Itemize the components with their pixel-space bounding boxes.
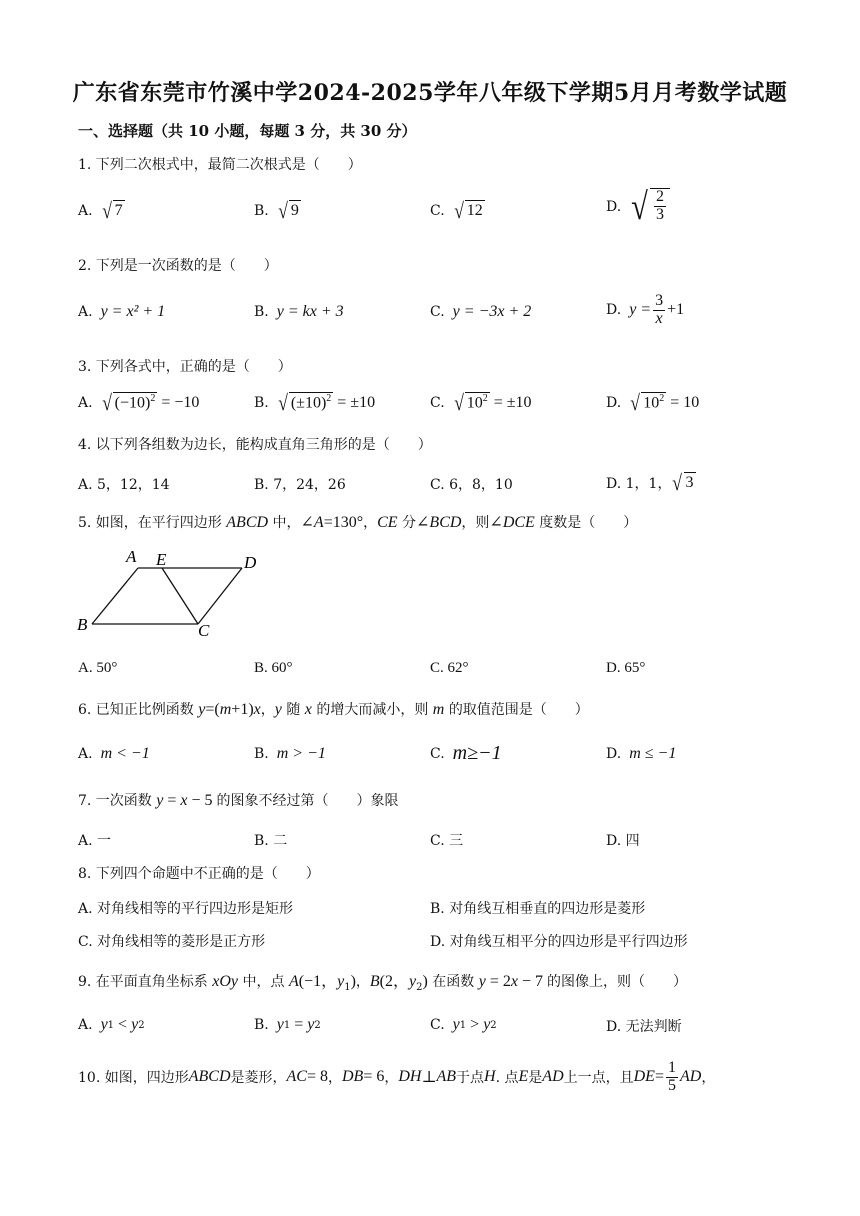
q9-option-b: B. y 1 = y 2 <box>254 1016 321 1033</box>
question-5-stem: 5. 如图，在平行四边形 ABCD 中，∠A=130°，CE 分∠BCD，则∠DCE 度数是（ ） <box>78 514 638 531</box>
q2-option-d: D. y = $\frac{3}{x}$ +1 <box>606 292 685 327</box>
label-d: D <box>244 553 257 572</box>
q6-option-b: B. m > −1 <box>254 745 326 762</box>
section-heading: 一、选择题（共 10 小题，每题 3 分，共 30 分） <box>78 122 417 140</box>
q6-option-d: D. m ≤ −1 <box>606 745 677 762</box>
question-6-stem: 6. 已知正比例函数 y=(m+1)x，y 随 x 的增大而减小，则 m 的取值范围是（ ） <box>78 701 589 718</box>
q7-option-d: D. 四 <box>606 833 640 849</box>
question-10-stem: 10. 如图，四边形 ABCD 是菱形， AC = 8 ， DB = 6 ， DH ⊥ AB 于点 H . 点 E 是 AD 上一点，且 DE = $\frac{1}{5}$ AD ， <box>78 1059 716 1094</box>
question-2-stem: 2. 下列是一次函数的是（ ） <box>78 258 278 274</box>
question-4-stem: 4. 以下列各组数为边长，能构成直角三角形的是（ ） <box>78 437 432 453</box>
q8-option-d: D. 对角线互相平分的四边形是平行四边形 <box>430 934 688 950</box>
label-e: E <box>156 550 167 569</box>
label-b: B <box>77 615 88 634</box>
q8-option-b: B. 对角线互相垂直的四边形是菱形 <box>430 901 646 917</box>
q4-option-b: B. 7，24，26 <box>254 477 346 493</box>
question-3-stem: 3. 下列各式中，正确的是（ ） <box>78 359 292 375</box>
q8-option-c: C. 对角线相等的菱形是正方形 <box>78 934 266 950</box>
q3-option-d: D. √ $10^2$ = 10 <box>606 390 700 415</box>
q7-option-c: C. 三 <box>430 833 464 849</box>
question-8-stem: 8. 下列四个命题中不正确的是（ ） <box>78 866 320 882</box>
q9-option-c: C. y 1 > y 2 <box>430 1016 497 1033</box>
q2-option-a: A. y = x² + 1 <box>78 303 166 320</box>
question-1-stem: 1. 下列二次根式中，最简二次根式是（ ） <box>78 157 362 173</box>
q3-option-a: A. √ $(-10)^2$ = −10 <box>78 390 200 415</box>
q9-option-a: A. y 1 < y 2 <box>78 1016 145 1033</box>
question-9-stem: 9. 在平面直角坐标系 xOy 中，点 A(−1，$y_1$)，B(2，$y_2$) 在函数 y = 2x − 7 的图像上，则（ ） <box>78 973 688 993</box>
q1-option-d: D. √ $\frac{2}{3}$ <box>606 188 670 226</box>
q6-option-a: A. m < −1 <box>78 745 150 762</box>
q1-option-c: C. √ 12 <box>430 198 483 223</box>
q9-option-d: D. 无法判断 <box>606 1019 682 1035</box>
q5-option-a: A. 50° <box>78 660 118 676</box>
q7-option-a: A. 一 <box>78 833 112 849</box>
label-a: A <box>126 548 137 566</box>
label-c: C <box>198 621 210 638</box>
q4-option-d: D. 1，1， √ 3 <box>606 470 694 495</box>
q2-option-b: B. y = kx + 3 <box>254 303 344 320</box>
q4-option-c: C. 6，8，10 <box>430 477 513 493</box>
q2-option-c: C. y = −3x + 2 <box>430 303 532 320</box>
q5-option-c: C. 62° <box>430 660 469 676</box>
q5-option-d: D. 65° <box>606 660 646 676</box>
q3-option-c: C. √ $10^2$ = ±10 <box>430 390 532 415</box>
page-title: 广东省东莞市竹溪中学2024-2025学年八年级下学期5月月考数学试题 <box>72 80 788 106</box>
q5-option-b: B. 60° <box>254 660 293 676</box>
q3-option-b: B. √ $(\pm 10)^2$ = ±10 <box>254 390 376 415</box>
question-7-stem: 7. 一次函数 y = x − 5 的图象不经过第（ ）象限 <box>78 792 399 809</box>
q1-option-b: B. √ 9 <box>254 198 299 223</box>
q1-option-a: A. √ 7 <box>78 198 123 223</box>
parallelogram-figure <box>74 548 274 638</box>
q8-option-a: A. 对角线相等的平行四边形是矩形 <box>78 901 294 917</box>
q7-option-b: B. 二 <box>254 833 288 849</box>
q6-option-c: C. m≥−1 <box>430 742 502 764</box>
q4-option-a: A. 5，12，14 <box>78 477 170 493</box>
